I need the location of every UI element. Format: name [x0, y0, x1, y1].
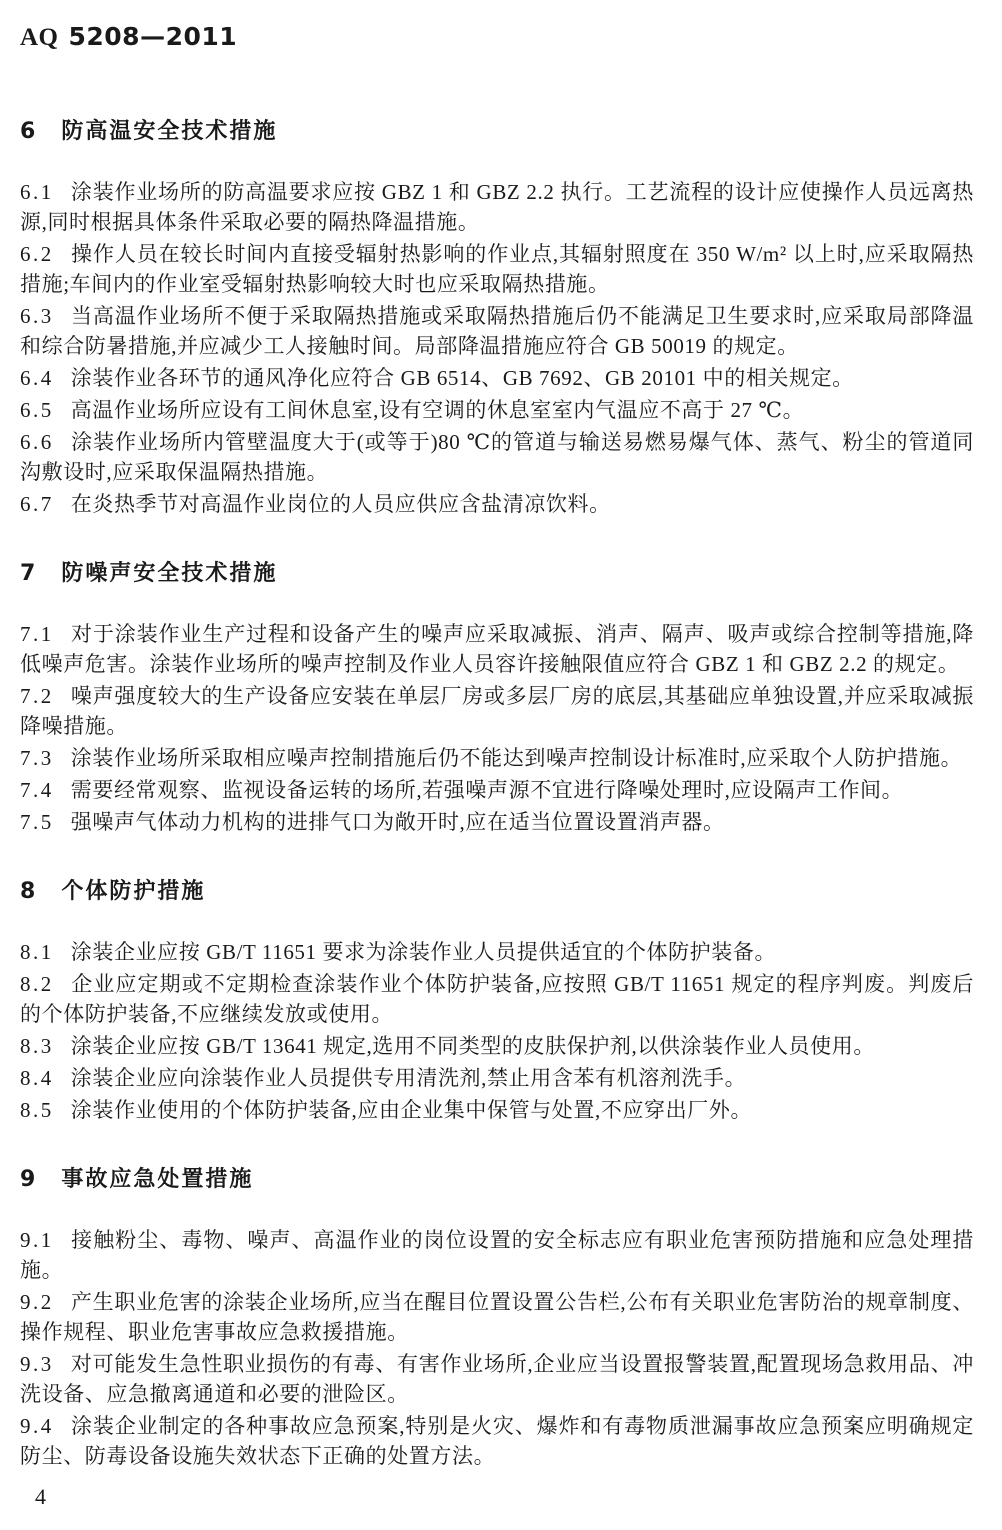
clause-7-5 [20, 807, 974, 837]
clause-number: 9.2 [20, 1290, 54, 1314]
clause-number: 6.1 [20, 180, 54, 204]
clause-text: 对于涂装作业生产过程和设备产生的噪声应采取减振、消声、隔声、吸声或综合控制等措施,降低噪声危害。涂装作业场所的噪声控制及作业人员容许接触限值应符合 GBZ 1 和 GBZ 2.2 的规定。 [20, 622, 974, 676]
clause-number: 6.4 [20, 366, 54, 390]
clause-text: 高温作业场所应设有工间休息室,设有空调的休息室室内气温应不高于 27 ℃。 [70, 398, 805, 422]
clause-number: 9.3 [20, 1352, 54, 1376]
section-heading [20, 556, 974, 587]
clause-9-2 [20, 1287, 974, 1347]
section-title-text: 防高温安全技术措施 [61, 119, 278, 144]
clause-text: 噪声强度较大的生产设备应安装在单层厂房或多层厂房的底层,其基础应单独设置,并应采取减振降噪措施。 [20, 684, 974, 738]
section-noise-protection [20, 556, 974, 837]
clause-text: 涂装企业应按 GB/T 11651 要求为涂装作业人员提供适宜的个体防护装备。 [70, 940, 777, 964]
clause-text: 在炎热季节对高温作业岗位的人员应供应含盐清凉饮料。 [70, 492, 611, 516]
standard-number: 5208—2011 [68, 22, 238, 51]
clause-number: 6.2 [20, 242, 54, 266]
document-body [20, 114, 974, 1471]
clause-6-6 [20, 427, 974, 487]
clause-text: 涂装企业应按 GB/T 13641 规定,选用不同类型的皮肤保护剂,以供涂装作业人员使用。 [70, 1034, 875, 1058]
clause-number: 8.3 [20, 1034, 54, 1058]
clause-text: 涂装作业场所内管壁温度大于(或等于)80 ℃的管道与输送易燃易爆气体、蒸气、粉尘的管道同沟敷设时,应采取保温隔热措施。 [20, 430, 974, 484]
clause-number: 6.6 [20, 430, 54, 454]
section-title-text: 个体防护措施 [61, 879, 206, 904]
clause-number: 7.1 [20, 622, 54, 646]
clause-number: 8.4 [20, 1066, 54, 1090]
clause-number: 8.5 [20, 1098, 54, 1122]
clause-text: 企业应定期或不定期检查涂装作业个体防护装备,应按照 GB/T 11651 规定的程序判废。判废后的个体防护装备,不应继续发放或使用。 [20, 972, 974, 1026]
clause-number: 7.4 [20, 778, 54, 802]
clause-number: 6.5 [20, 398, 54, 422]
clause-text: 涂装作业各环节的通风净化应符合 GB 6514、GB 7692、GB 20101 中的相关规定。 [70, 366, 854, 390]
clause-9-1 [20, 1225, 974, 1285]
clause-7-2 [20, 681, 974, 741]
clause-6-4 [20, 363, 974, 393]
clause-6-1 [20, 177, 974, 237]
clause-6-2 [20, 239, 974, 299]
clause-number: 7.3 [20, 746, 54, 770]
clause-text: 对可能发生急性职业损伤的有毒、有害作业场所,企业应当设置报警装置,配置现场急救用品、冲洗设备、应急撤离通道和必要的泄险区。 [20, 1352, 974, 1406]
section-number: 7 [20, 561, 36, 586]
clause-text: 涂装作业使用的个体防护装备,应由企业集中保管与处置,不应穿出厂外。 [70, 1098, 753, 1122]
section-heading [20, 1162, 974, 1193]
clause-text: 涂装企业制定的各种事故应急预案,特别是火灾、爆炸和有毒物质泄漏事故应急预案应明确规定防尘、防毒设备设施失效状态下正确的处置方法。 [20, 1414, 974, 1468]
clause-number: 8.1 [20, 940, 54, 964]
clause-number: 7.2 [20, 684, 54, 708]
clause-6-3 [20, 301, 974, 361]
clause-7-1 [20, 619, 974, 679]
clause-8-3 [20, 1031, 974, 1061]
section-title-text: 防噪声安全技术措施 [61, 561, 278, 586]
clause-number: 9.1 [20, 1228, 54, 1252]
clause-text: 涂装作业场所采取相应噪声控制措施后仍不能达到噪声控制设计标准时,应采取个人防护措施。 [70, 746, 963, 770]
clause-6-7 [20, 489, 974, 519]
section-heading [20, 114, 974, 145]
clause-number: 7.5 [20, 810, 54, 834]
section-number: 6 [20, 119, 36, 144]
clause-text: 涂装作业场所的防高温要求应按 GBZ 1 和 GBZ 2.2 执行。工艺流程的设计应使操作人员远离热源,同时根据具体条件采取必要的隔热降温措施。 [20, 180, 974, 234]
section-heading [20, 874, 974, 905]
clause-text: 涂装企业应向涂装作业人员提供专用清洗剂,禁止用含苯有机溶剂洗手。 [70, 1066, 747, 1090]
clause-number: 6.3 [20, 304, 54, 328]
clause-text: 接触粉尘、毒物、噪声、高温作业的岗位设置的安全标志应有职业危害预防措施和应急处理措施。 [20, 1228, 974, 1282]
clause-text: 当高温作业场所不便于采取隔热措施或采取隔热措施后仍不能满足卫生要求时,应采取局部降温和综合防暑措施,并应减少工人接触时间。局部降温措施应符合 GB 50019 的规定。 [20, 304, 974, 358]
clause-text: 需要经常观察、监视设备运转的场所,若强噪声源不宜进行降噪处理时,应设隔声工作间。 [70, 778, 904, 802]
clause-number: 8.2 [20, 972, 54, 996]
section-emergency-response [20, 1162, 974, 1471]
clause-9-3 [20, 1349, 974, 1409]
clause-6-5 [20, 395, 974, 425]
section-title-text: 事故应急处置措施 [61, 1167, 254, 1192]
section-number: 9 [20, 1167, 36, 1192]
clause-7-4 [20, 775, 974, 805]
clause-8-2 [20, 969, 974, 1029]
clause-number: 6.7 [20, 492, 54, 516]
clause-number: 9.4 [20, 1414, 54, 1438]
clause-8-4 [20, 1063, 974, 1093]
section-number: 8 [20, 879, 36, 904]
clause-9-4 [20, 1411, 974, 1471]
page-number: 4 [35, 1484, 46, 1509]
section-heat-protection [20, 114, 974, 519]
clause-7-3 [20, 743, 974, 773]
clause-8-5 [20, 1095, 974, 1125]
clause-text: 产生职业危害的涂装企业场所,应当在醒目位置设置公告栏,公布有关职业危害防治的规章制度、操作规程、职业危害事故应急救援措施。 [20, 1290, 974, 1344]
clause-text: 操作人员在较长时间内直接受辐射热影响的作业点,其辐射照度在 350 W/m² 以上时,应采取隔热措施;车间内的作业室受辐射热影响较大时也应采取隔热措施。 [20, 242, 974, 296]
standard-code: AQ [20, 24, 59, 51]
section-personal-protection [20, 874, 974, 1125]
clause-text: 强噪声气体动力机构的进排气口为敞开时,应在适当位置设置消声器。 [70, 810, 725, 834]
standard-number-header [20, 22, 974, 52]
clause-8-1 [20, 937, 974, 967]
